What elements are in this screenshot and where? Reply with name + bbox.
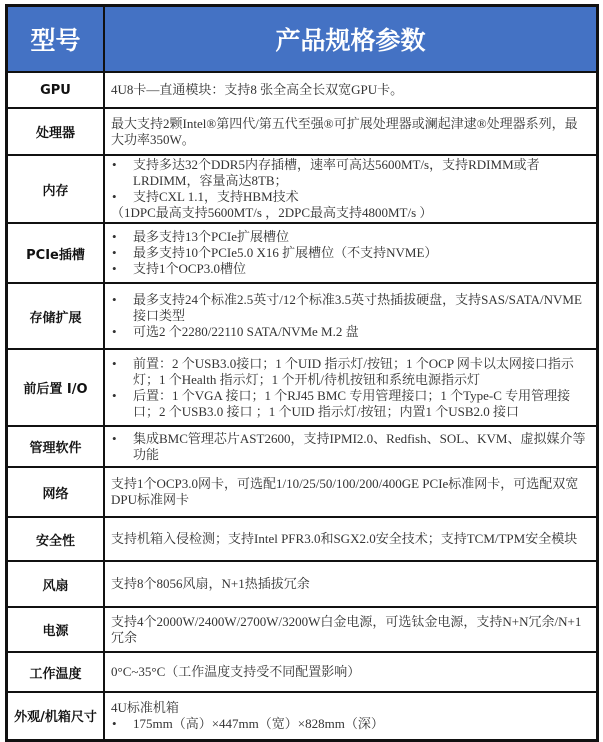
- spec-label: 内存: [7, 155, 105, 223]
- spec-label: GPU: [7, 72, 105, 108]
- text-line: [111, 576, 590, 592]
- line-text: 最多支持13个PCIe扩展槽位: [133, 229, 290, 244]
- text-line: [111, 476, 590, 508]
- spec-value: [104, 467, 598, 517]
- spec-value: [104, 652, 598, 692]
- bullet-icon: •: [112, 245, 117, 260]
- spec-label: 前后置 I/O: [7, 349, 105, 426]
- spec-row: [7, 72, 598, 108]
- bullet-icon: •: [112, 324, 117, 339]
- bullet-item: [111, 431, 590, 463]
- line-text: 集成BMC管理芯片AST2600，支持IPMI2.0、Redfish、SOL、KVM、虚拟媒介等功能: [133, 430, 586, 462]
- line-text: 最多支持10个PCIe5.0 X16 扩展槽位（不支持NVME）: [133, 245, 438, 260]
- bullet-item: [111, 324, 590, 340]
- bullet-item: [111, 245, 590, 261]
- spec-label: 工作温度: [7, 652, 105, 692]
- spec-label: 安全性: [7, 517, 105, 561]
- spec-row: [7, 561, 598, 607]
- bullet-icon: •: [112, 387, 117, 403]
- spec-label: 处理器: [7, 108, 105, 155]
- spec-row: [7, 108, 598, 155]
- spec-row: [7, 349, 598, 426]
- spec-label: 网络: [7, 467, 105, 517]
- spec-value: [104, 108, 598, 155]
- spec-value: [104, 349, 598, 426]
- spec-value: [104, 607, 598, 652]
- spec-row: [7, 283, 598, 349]
- bullet-item: [111, 356, 590, 388]
- line-text: 支持CXL 1.1，支持HBM技术: [133, 189, 299, 204]
- bullet-icon: •: [112, 229, 117, 244]
- spec-label: 风扇: [7, 561, 105, 607]
- text-line: [111, 614, 590, 646]
- bullet-icon: •: [112, 292, 117, 307]
- spec-row: [7, 223, 598, 283]
- spec-table: [5, 4, 599, 742]
- bullet-item: [111, 261, 590, 277]
- header-specs: 产品规格参数: [104, 6, 598, 73]
- line-text: 支持8个8056风扇，N+1热插拔冗余: [111, 576, 310, 591]
- text-line: [111, 82, 590, 98]
- bullet-item: [111, 189, 590, 205]
- spec-value: [104, 283, 598, 349]
- header-row: [7, 6, 598, 73]
- spec-label: PCIe插槽: [7, 223, 105, 283]
- header-model: 型号: [7, 6, 105, 73]
- spec-row: [7, 692, 598, 740]
- text-line: [111, 116, 590, 148]
- bullet-icon: •: [112, 157, 117, 172]
- line-text: 支持1个OCP3.0网卡，可选配1/10/25/50/100/200/400GE PCIe标准网卡，可选配双宽DPU标准网卡: [111, 476, 579, 507]
- line-text: 前置：2 个USB3.0接口；1 个UID 指示灯/按钮；1 个OCP 网卡以太网接口指示灯；1 个Health 指示灯；1 个开机/待机按钮和系统电源指示灯: [133, 355, 574, 387]
- bullet-icon: •: [112, 261, 117, 276]
- spec-row: [7, 467, 598, 517]
- spec-row: [7, 652, 598, 692]
- spec-row: [7, 517, 598, 561]
- text-line: [111, 700, 590, 716]
- spec-row: [7, 607, 598, 652]
- bullet-item: [111, 157, 590, 189]
- bullet-icon: •: [112, 715, 117, 731]
- bullet-icon: •: [112, 355, 117, 371]
- line-text: 0°C~35°C（工作温度支持受不同配置影响）: [111, 664, 361, 679]
- spec-label: 外观/机箱尺寸: [7, 692, 105, 740]
- bullet-item: [111, 292, 590, 324]
- bullet-icon: •: [112, 189, 117, 204]
- spec-label: 管理软件: [7, 426, 105, 467]
- bullet-icon: •: [112, 430, 117, 446]
- line-text: 支持机箱入侵检测；支持Intel PFR3.0和SGX2.0安全技术；支持TCM/TPM安全模块: [111, 531, 578, 546]
- spec-value: [104, 223, 598, 283]
- line-text: 最多支持24个标准2.5英寸/12个标准3.5英寸热插拔硬盘，支持SAS/SATA/NVME接口类型: [133, 292, 582, 323]
- line-text: 支持多达32个DDR5内存插槽，速率可高达5600MT/s，支持RDIMM或者LRDIMM，容量高达8TB；: [133, 157, 540, 188]
- spec-value: [104, 692, 598, 740]
- line-text: 175mm（高）×447mm（宽）×828mm（深）: [133, 715, 384, 731]
- bullet-item: [111, 388, 590, 420]
- line-text: 支持4个2000W/2400W/2700W/3200W白金电源，可选钛金电源，支持N+N冗余/N+1冗余: [111, 613, 582, 645]
- spec-value: [104, 72, 598, 108]
- bullet-item: [111, 716, 590, 732]
- spec-value: [104, 561, 598, 607]
- line-text: 4U标准机箱: [111, 699, 179, 715]
- spec-value: [104, 517, 598, 561]
- line-text: （1DPC最高支持5600MT/s ，2DPC最高支持4800MT/s ）: [111, 205, 433, 220]
- spec-label: 电源: [7, 607, 105, 652]
- line-text: 可选2 个2280/22110 SATA/NVMe M.2 盘: [133, 324, 359, 339]
- line-text: 4U8卡—直通模块：支持8 张全高全长双宽GPU卡。: [111, 82, 404, 97]
- line-text: 后置：1 个VGA 接口；1 个RJ45 BMC 专用管理接口；1 个Type-C 专用管理接口；2 个USB3.0 接口 ；1 个UID 指示灯/按钮；内置1 个USB2.0 接口: [133, 387, 571, 419]
- line-text: 最大支持2颗Intel®第四代/第五代至强®可扩展处理器或澜起津逮®处理器系列，最大功率350W。: [111, 115, 578, 147]
- line-text: 支持1个OCP3.0槽位: [133, 261, 247, 276]
- spec-row: [7, 155, 598, 223]
- spec-label: 存储扩展: [7, 283, 105, 349]
- spec-value: [104, 426, 598, 467]
- spec-row: [7, 426, 598, 467]
- text-line: [111, 664, 590, 680]
- spec-value: [104, 155, 598, 223]
- bullet-item: [111, 229, 590, 245]
- text-line: [111, 531, 590, 547]
- text-line: [111, 205, 590, 221]
